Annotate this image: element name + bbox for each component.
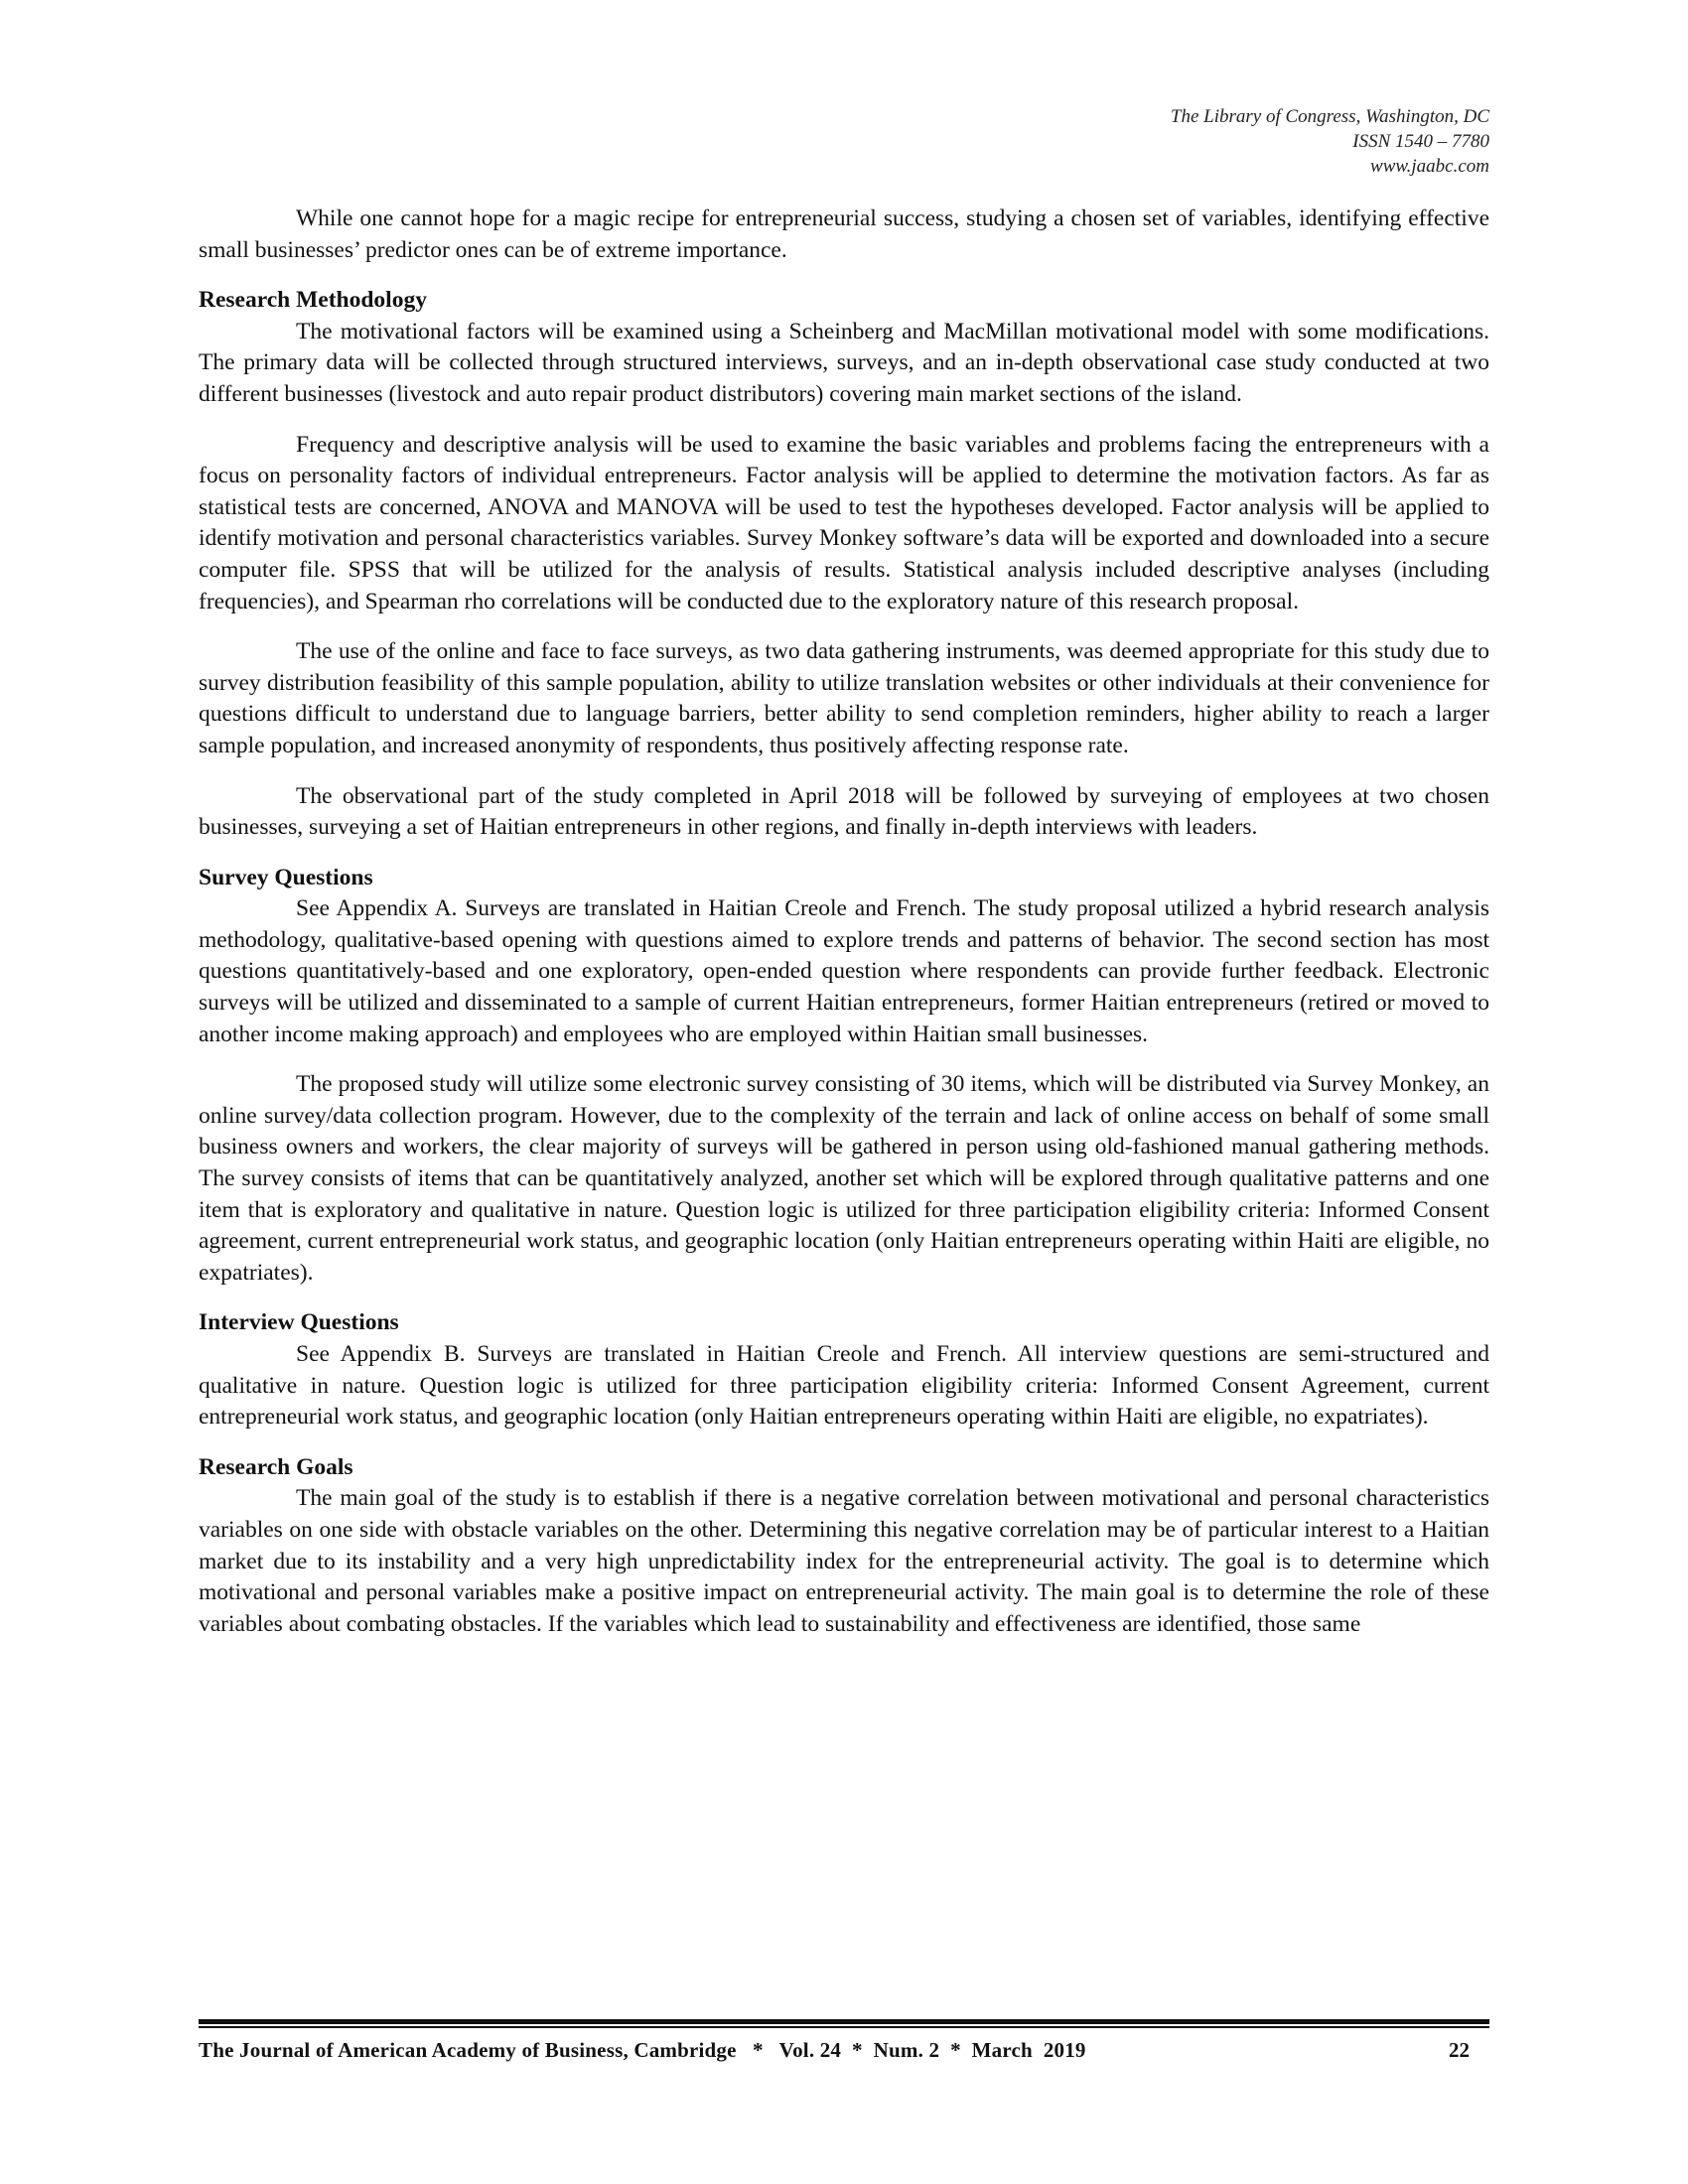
section-heading-methodology: Research Methodology [199, 287, 427, 314]
article-body [199, 204, 1489, 1659]
header-issn: ISSN 1540 – 7780 [1352, 131, 1489, 152]
page-number: 22 [1449, 2038, 1470, 2062]
methodology-paragraph-4: The observational part of the study completed in April 2018 will be followed by surveying of employees at two chosen businesses, surveying a set of Haitian entrepreneurs in other regions, and finally in-depth interviews with leaders. [199, 782, 1489, 841]
section-heading-survey: Survey Questions [199, 864, 373, 890]
section-heading-interview: Interview Questions [199, 1309, 399, 1336]
goals-paragraph-1: The main goal of the study is to establish if there is a negative correlation between motivational and personal characteristics variables on one side with obstacle variables on the other. Determining this negative correlation may be of particular interest to a Haitian market due to its instability and a very high unpredictability index for the entrepreneurial activity. The goal is to determine which motivational and personal variables make a positive impact on entrepreneurial activity. The main goal is to determine the role of these variables about combating obstacles. If the variables which lead to sustainability and effectiveness are identified, those same [199, 1485, 1489, 1637]
methodology-paragraph-2: Frequency and descriptive analysis will be used to examine the basic variables and problems facing the entrepreneurs with a focus on personality factors of individual entrepreneurs. Factor analysis will be applied to determine the motivation factors. As far as statistical tests are concerned, ANOVA and MANOVA will be used to test the hypotheses developed. Factor analysis will be applied to identify motivation and personal characteristics variables. Survey Monkey software’s data will be exported and downloaded into a secure computer file. SPSS that will be utilized for the analysis of results. Statistical analysis included descriptive analyses (including frequencies), and Spearman rho correlations will be conducted due to the exploratory nature of this research proposal. [199, 431, 1489, 614]
interview-paragraph-1: See Appendix B. Surveys are translated in Haitian Creole and French. All interview questions are semi-structured and qualitative in nature. Question logic is utilized for three participation eligibility criteria: Informed Consent Agreement, current entrepreneurial work status, and geographic location (only Haitian entrepreneurs operating within Haiti are eligible, no expatriates). [199, 1341, 1489, 1431]
header-website: www.jaabc.com [1370, 156, 1489, 177]
methodology-paragraph-3: The use of the online and face to face surveys, as two data gathering instruments, was deemed appropriate for this study due to survey distribution feasibility of this sample population, ability to utilize translation websites or other individuals at their convenience for questions difficult to understand due to language barriers, better ability to send completion reminders, higher ability to reach a larger sample population, and increased anonymity of respondents, thus positively affecting response rate. [199, 638, 1489, 758]
survey-paragraph-2: The proposed study will utilize some electronic survey consisting of 30 items, which will be distributed via Survey Monkey, an online survey/data collection program. However, due to the complexity of the terrain and lack of online access on behalf of some small business owners and workers, the clear majority of surveys will be gathered in person using old-fashioned manual gathering methods. The survey consists of items that can be quantitatively analyzed, another set which will be explored through qualitative patterns and one item that is exploratory and qualitative in nature. Question logic is utilized for three participation eligibility criteria: Informed Consent agreement, current entrepreneurial work status, and geographic location (only Haitian entrepreneurs operating within Haiti are eligible, no expatriates). [199, 1071, 1489, 1286]
header-publisher: The Library of Congress, Washington, DC [1170, 106, 1489, 127]
footer-rule-thin [199, 2026, 1489, 2028]
footer-journal-info: The Journal of American Academy of Business, Cambridge * Vol. 24 * Num. 2 * March 2019 [199, 2038, 1086, 2062]
methodology-paragraph-1: The motivational factors will be examined using a Scheinberg and MacMillan motivational model with some modifications. The primary data will be collected through structured interviews, surveys, and an in-depth observational case study conducted at two different businesses (livestock and auto repair product distributors) covering main market sections of the island. [199, 318, 1489, 407]
section-heading-goals: Research Goals [199, 1453, 353, 1480]
footer-rule-thick [199, 2019, 1489, 2024]
intro-paragraph: While one cannot hope for a magic recipe for entrepreneurial success, studying a chosen set of variables, identifying effective small businesses’ predictor ones can be of extreme importance. [199, 205, 1489, 263]
survey-paragraph-1: See Appendix A. Surveys are translated in Haitian Creole and French. The study proposal utilized a hybrid research analysis methodology, qualitative-based opening with questions aimed to explore trends and patterns of behavior. The second section has most questions quantitatively-based and one exploratory, open-ended question where respondents can provide further feedback. Electronic surveys will be utilized and disseminated to a sample of current Haitian entrepreneurs, former Haitian entrepreneurs (retired or moved to another income making approach) and employees who are employed within Haitian small businesses. [199, 895, 1489, 1047]
running-header [1171, 104, 1489, 179]
running-footer [199, 2035, 1489, 2065]
